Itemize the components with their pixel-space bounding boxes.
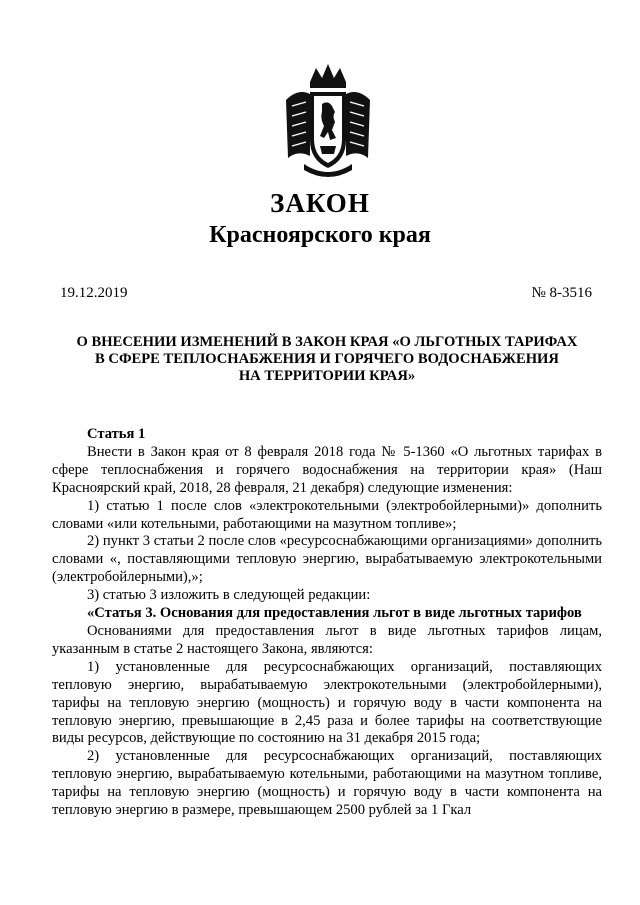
law-number: № 8-3516 bbox=[531, 285, 592, 301]
article-3-title: «Статья 3. Основания для предоставления льгот в виде льготных тарифов bbox=[87, 605, 582, 622]
paragraph: 2) пункт 3 статьи 2 после слов «ресурсоснабжающими организациями» дополнить словами «, поставляющими тепловую энергию, вырабатываемую электрокотельными (электробойлерными),»; bbox=[52, 533, 602, 586]
region-subtitle: Красноярского края bbox=[209, 222, 431, 248]
paragraph: Внести в Закон края от 8 февраля 2018 года № 5-1360 «О льготных тарифах в сфере теплоснабжения и горячего водоснабжения на территории края» (Наш Красноярский край, 2018, 28 февраля, 21 декабря) следующие изменения: bbox=[52, 443, 602, 496]
article-1-title: Статья 1 bbox=[87, 426, 146, 442]
article-body bbox=[52, 426, 602, 820]
paragraph: 1) статью 1 после слов «электрокотельными (электробойлерными)» дополнить словами «или котельными, работающими на мазутном топливе»; bbox=[52, 497, 602, 532]
paragraph: 2) установленные для ресурсоснабжающих организаций, поставляющих тепловую энергию, вырабатываемую котельными, работающими на мазутном топливе, тарифы на тепловую энергию (мощность) и горячую воду в части компонента на тепловую энергию в размере, превышающем 2500 рублей за 1 Гкал bbox=[52, 748, 602, 819]
heading-line: О ВНЕСЕНИИ ИЗМЕНЕНИЙ В ЗАКОН КРАЯ «О ЛЬГОТНЫХ ТАРИФАХ bbox=[76, 334, 578, 350]
law-heading bbox=[52, 334, 602, 385]
paragraph: 3) статью 3 изложить в следующей редакции: bbox=[87, 587, 371, 604]
heading-line: НА ТЕРРИТОРИИ КРАЯ» bbox=[238, 368, 416, 384]
coat-of-arms-emblem bbox=[280, 60, 376, 180]
paragraph: Основаниями для предоставления льгот в виде льготных тарифов лицам, указанным в статье 2 настоящего Закона, являются: bbox=[52, 622, 602, 657]
law-date: 19.12.2019 bbox=[60, 285, 128, 301]
paragraph: 1) установленные для ресурсоснабжающих организаций, поставляющих тепловую энергию, вырабатываемую электрокотельными (электробойлерными), тарифы на тепловую энергию (мощность) и горячую воду в части компонента на тепловую энергию, превышающие в 2,45 раза и более тарифы на соответствующие виды ресурсов, действующие по состоянию на 31 декабря 2015 года; bbox=[52, 658, 602, 747]
law-title: ЗАКОН bbox=[270, 188, 370, 218]
heading-line: В СФЕРЕ ТЕПЛОСНАБЖЕНИЯ И ГОРЯЧЕГО ВОДОСНАБЖЕНИЯ bbox=[95, 351, 559, 367]
